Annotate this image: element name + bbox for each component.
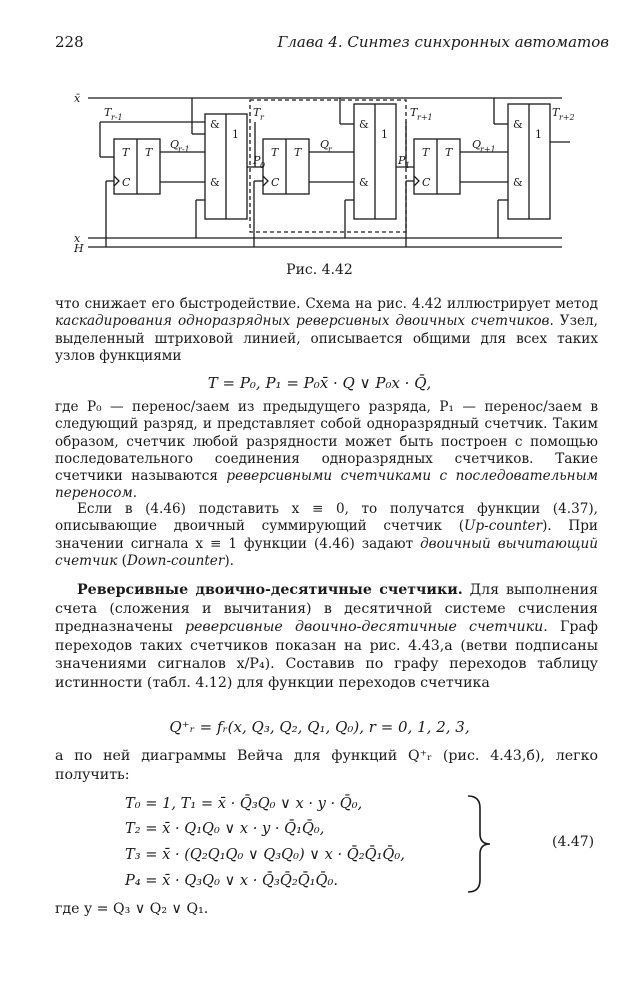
paragraph-veitch: а по ней диаграммы Вейча для функций Q⁺ᵣ (рис. 4.43,б), легко получить:: [55, 748, 598, 783]
svg-text:C: C: [122, 176, 131, 189]
svg-text:H: H: [74, 242, 84, 255]
svg-text:Q: Q: [320, 138, 330, 151]
svg-text:r+2: r+2: [559, 113, 575, 122]
svg-text:T: T: [422, 146, 430, 159]
svg-text:r+1: r+1: [417, 113, 433, 122]
svg-text:Q: Q: [170, 138, 180, 151]
svg-text:x: x: [74, 232, 81, 245]
svg-text:T: T: [271, 146, 279, 159]
svg-text:T: T: [104, 106, 112, 119]
svg-text:1: 1: [381, 128, 388, 141]
equation-t3: T₃ = x̄ · (Q₂Q₁Q₀ ∨ Q₃Q₀) ∨ x · Q̄₂Q̄₁Q̄₀,: [125, 846, 405, 863]
svg-text:1: 1: [232, 128, 239, 141]
svg-text:T: T: [145, 146, 153, 159]
paragraph-carry: где P₀ — перенос/заем из предыдущего разряда, P₁ — перенос/заем в следующий разряд, и представляет собой одноразрядный счетчик. Таким образом, счетчик любой разрядности может быть построен с помощью последовательного соединения одноразрядных счетчиков. Такие счетчики называются реверсивными счетчиками с последовательным переносом.: [55, 399, 598, 502]
svg-text:&: &: [359, 118, 369, 131]
figure-caption: Рис. 4.42: [286, 262, 353, 278]
svg-text:r-1: r-1: [111, 113, 123, 122]
svg-text:1: 1: [405, 161, 411, 170]
paragraph-up-down: Если в (4.46) подставить x ≡ 0, то получатся функции (4.37), описывающие двоичный суммирующий счетчик (Up-counter). При значении сигнала x ≡ 1 функции (4.46) задают двоичный вычитающий счетчик (Down-counter).: [55, 501, 598, 569]
svg-text:&: &: [210, 118, 220, 131]
paragraph-intro: что снижает его быстродействие. Схема на рис. 4.42 иллюстрирует метод каскадирования одноразрядных реверсивных двоичных счетчиков. Узел, выделенный штриховой линией, описывается общими для всех таких узлов функциями: [55, 296, 598, 364]
paragraph-bcd: Реверсивные двоично-десятичные счетчики. Для выполнения счета (сложения и вычитания) в десятичной системе счисления предназначены реверсивные двоично-десятичные счетчики. Граф переходов таких счетчиков показан на рис. 4.43,a (ветви подписаны значениями сигналов x/P₄). Составив по графу переходов таблицу истинности (табл. 4.12) для функции переходов счетчика: [55, 582, 598, 691]
svg-text:C: C: [271, 176, 280, 189]
svg-text:Q: Q: [472, 138, 482, 151]
formula-t-p: T = P₀, P₁ = P₀x̄ · Q ∨ P₀x · Q̄,: [207, 374, 432, 392]
svg-text:r: r: [328, 145, 332, 154]
svg-text:T: T: [552, 106, 560, 119]
svg-text:&: &: [513, 118, 523, 131]
svg-text:P: P: [253, 154, 261, 167]
counter-circuit-diagram: [70, 82, 580, 257]
svg-text:T: T: [294, 146, 302, 159]
section-heading: Реверсивные двоично-десятичные счетчики.: [77, 582, 463, 598]
running-title: Глава 4. Синтез синхронных автоматов: [277, 33, 609, 51]
equation-number: (4.47): [552, 834, 595, 850]
svg-text:r+1: r+1: [480, 145, 496, 154]
svg-text:&: &: [210, 176, 220, 189]
svg-text:T: T: [445, 146, 453, 159]
equation-p4: P₄ = x̄ · Q₃Q₀ ∨ x · Q̄₃Q̄₂Q̄₁Q̄₀.: [125, 872, 338, 889]
formula-transition: Q⁺ᵣ = fᵣ(x, Q₃, Q₂, Q₁, Q₀), r = 0, 1, 2, 3,: [169, 718, 470, 736]
equation-t2: T₂ = x̄ · Q₁Q₀ ∨ x · y · Q̄₁Q̄₀,: [125, 820, 325, 837]
svg-text:1: 1: [535, 128, 542, 141]
paragraph-y-def: где y = Q₃ ∨ Q₂ ∨ Q₁.: [55, 901, 209, 917]
svg-text:&: &: [359, 176, 369, 189]
svg-text:T: T: [410, 106, 418, 119]
page-header: [55, 33, 609, 53]
right-brace: [466, 794, 492, 894]
svg-text:T: T: [253, 106, 261, 119]
svg-text:r-1: r-1: [178, 145, 190, 154]
svg-text:C: C: [422, 176, 431, 189]
svg-text:0: 0: [260, 161, 266, 170]
page-number: 228: [55, 33, 84, 51]
svg-text:T: T: [122, 146, 130, 159]
equation-t0-t1: T₀ = 1, T₁ = x̄ · Q̄₃Q₀ ∨ x · y · Q̄₀,: [125, 795, 363, 812]
svg-text:&: &: [513, 176, 523, 189]
svg-text:x̄: x̄: [74, 92, 81, 105]
svg-text:r: r: [260, 113, 264, 122]
svg-text:P: P: [398, 154, 406, 167]
